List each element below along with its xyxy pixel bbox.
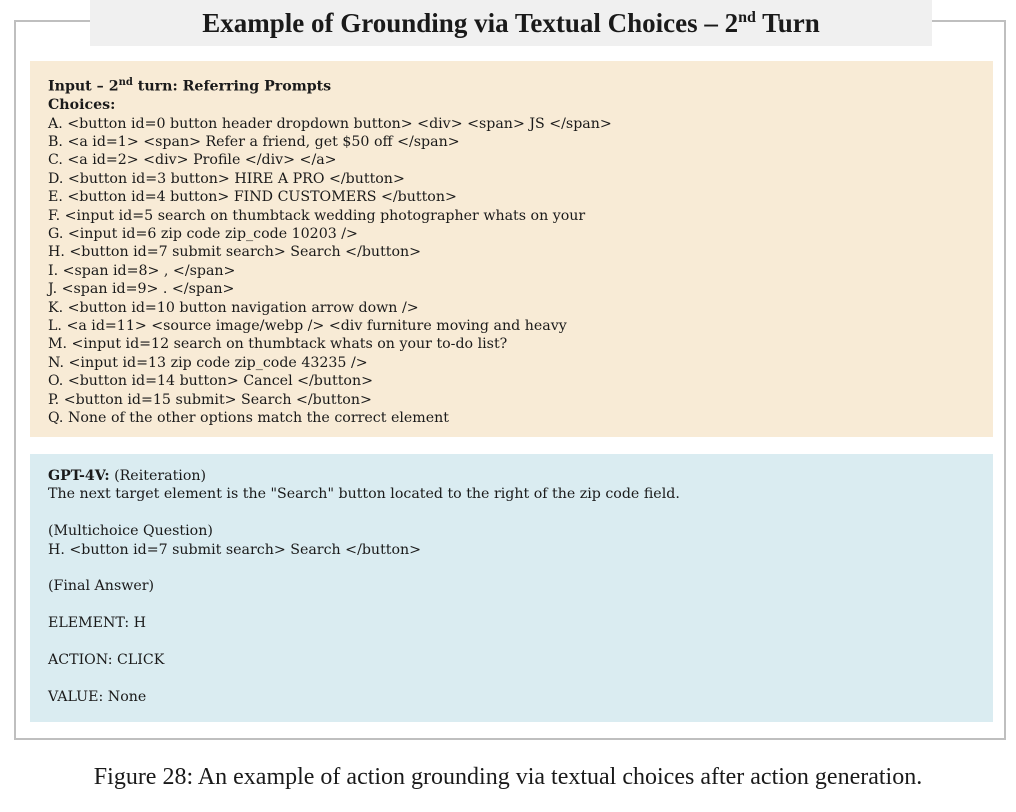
choice-item: P. <button id=15 submit> Search </button> [48,391,372,408]
action-line: ACTION: CLICK [48,652,165,668]
reiteration-label: (Reiteration) [109,468,207,484]
gpt-speaker-line [48,467,975,485]
choice-item: B. <a id=1> <span> Refer a friend, get $50 off </span> [48,133,460,150]
gpt-speaker: GPT-4V: [48,468,110,484]
choice-item: O. <button id=14 button> Cancel </button> [48,373,373,390]
title-bar [90,0,932,46]
input-panel [30,61,993,437]
choice-item: E. <button id=4 button> FIND CUSTOMERS </button> [48,189,457,206]
value-line: VALUE: None [48,688,147,705]
choice-item: D. <button id=3 button> HIRE A PRO </button> [48,170,405,187]
choice-item: K. <button id=10 button navigation arrow down /> [48,299,419,316]
figure-caption: Figure 28: An example of action grounding via textual choices after action generation. [93,764,923,790]
reiteration-text: The next target element is the "Search" button located to the right of the zip code field. [48,486,680,503]
example-title: Example of Grounding via Textual Choices – 2nd Turn [202,7,820,38]
input-heading: Input – 2nd turn: Referring Prompts [48,77,332,95]
element-line: ELEMENT: H [48,615,147,632]
mcq-answer: H. <button id=7 submit search> Search </button> [48,541,422,558]
choice-item: H. <button id=7 submit search> Search </button> [48,244,422,261]
choice-item: I. <span id=8> , </span> [48,262,236,279]
choice-item: M. <input id=12 search on thumbtack whats on your to-do list? [48,336,508,353]
choice-item: Q. None of the other options match the correct element [48,410,449,427]
gpt-response-panel [30,454,993,722]
choice-item: G. <input id=6 zip code zip_code 10203 /> [48,225,358,242]
choices-list [48,115,975,428]
mcq-label: (Multichoice Question) [48,523,213,540]
choice-item: J. <span id=9> . </span> [48,281,235,298]
choice-item: F. <input id=5 search on thumbtack wedding photographer whats on your [48,207,586,224]
choice-item: A. <button id=0 button header dropdown button> <div> <span> JS </span> [48,115,612,132]
choice-item: N. <input id=13 zip code zip_code 43235 /> [48,354,368,371]
choices-label: Choices: [48,97,116,114]
choice-item: C. <a id=2> <div> Profile </div> </a> [48,152,337,169]
final-answer-label: (Final Answer) [48,578,155,595]
choice-item: L. <a id=11> <source image/webp /> <div furniture moving and heavy [48,318,567,335]
